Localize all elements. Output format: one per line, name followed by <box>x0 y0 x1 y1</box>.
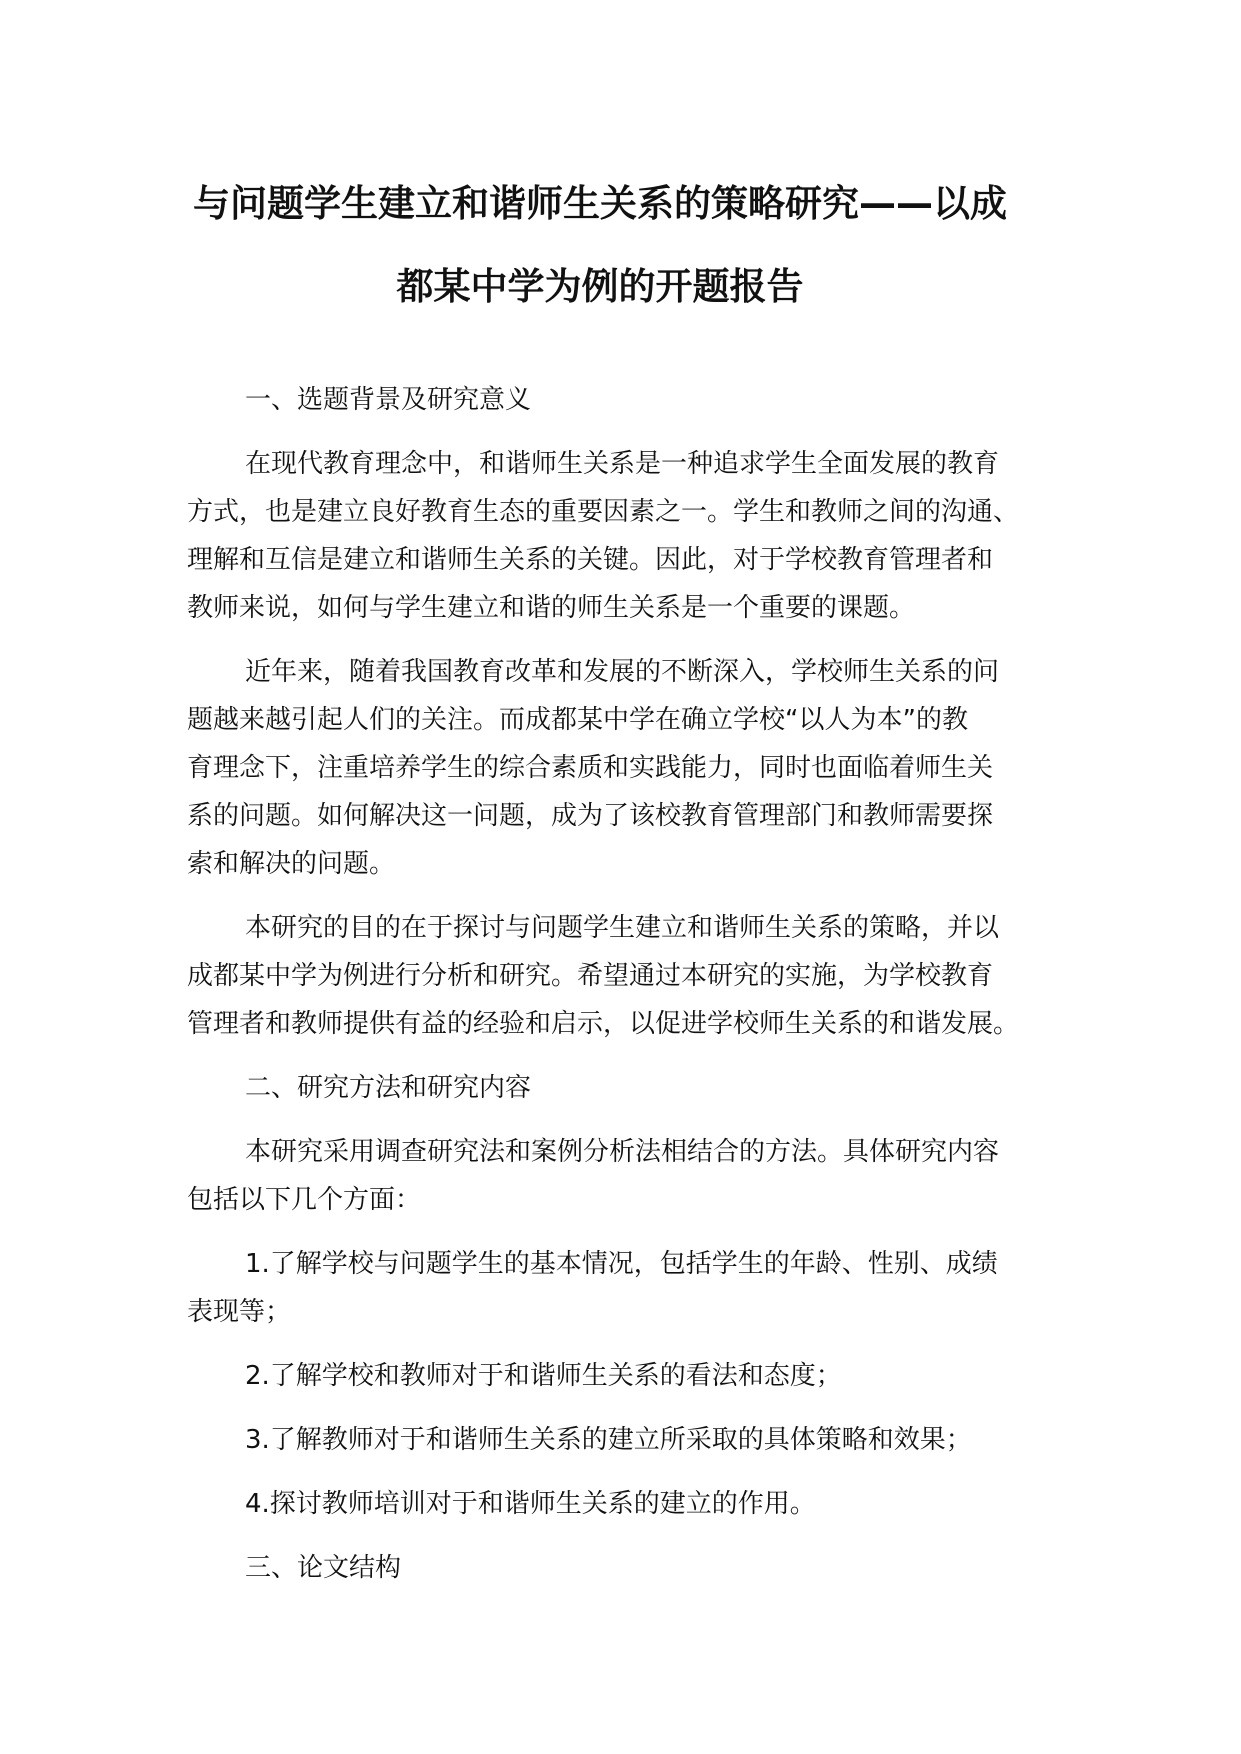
text-line: 本研究的目的在于探讨与问题学生建立和谐师生关系的策略，并以 <box>245 913 1000 943</box>
section-heading <box>187 376 1067 424</box>
text-line: 管理者和教师提供有益的经验和启示，以促进学校师生关系的和谐发展。 <box>187 1009 1020 1039</box>
text-line: 3.了解教师对于和谐师生关系的建立所采取的具体策略和效果； <box>245 1425 972 1455</box>
body-paragraph <box>187 440 1067 632</box>
text-line: 成都某中学为例进行分析和研究。希望通过本研究的实施，为学校教育 <box>187 961 994 991</box>
body-paragraph <box>187 1128 1067 1224</box>
section-heading <box>187 1064 1067 1112</box>
text-line: 2.了解学校和教师对于和谐师生关系的看法和态度； <box>245 1361 842 1391</box>
text-line: 1.了解学校与问题学生的基本情况，包括学生的年龄、性别、成绩 <box>245 1249 998 1279</box>
text-line: 索和解决的问题。 <box>187 849 396 879</box>
text-line: 方式，也是建立良好教育生态的重要因素之一。学生和教师之间的沟通、 <box>187 497 1020 527</box>
text-line: 近年来，随着我国教育改革和发展的不断深入，学校师生关系的问 <box>245 657 1000 687</box>
text-line: 理解和互信是建立和谐师生关系的关键。因此，对于学校教育管理者和 <box>187 545 994 575</box>
body-paragraph <box>187 648 1067 888</box>
document-title-line-2: 都某中学为例的开题报告 <box>396 265 804 308</box>
text-line: 三、论文结构 <box>245 1553 402 1583</box>
text-line: 包括以下几个方面： <box>187 1185 422 1215</box>
text-line: 本研究采用调查研究法和案例分析法相结合的方法。具体研究内容 <box>245 1137 1000 1167</box>
text-line: 4.探讨教师培训对于和谐师生关系的建立的作用。 <box>245 1489 816 1519</box>
document-title-line-1: 与问题学生建立和谐师生关系的策略研究——以成 <box>193 182 1007 225</box>
text-line: 育理念下，注重培养学生的综合素质和实践能力，同时也面临着师生关 <box>187 753 994 783</box>
text-line: 教师来说，如何与学生建立和谐的师生关系是一个重要的课题。 <box>187 593 916 623</box>
text-line: 二、研究方法和研究内容 <box>245 1073 532 1103</box>
section-heading <box>187 1544 1067 1592</box>
text-line: 表现等； <box>187 1297 292 1327</box>
text-line: 在现代教育理念中，和谐师生关系是一种追求学生全面发展的教育 <box>245 449 1000 479</box>
body-paragraph <box>187 904 1067 1048</box>
body-paragraph <box>187 1240 1067 1336</box>
body-paragraph <box>187 1416 1067 1464</box>
text-line: 一、选题背景及研究意义 <box>245 385 532 415</box>
body-paragraph <box>187 1480 1067 1528</box>
text-line: 题越来越引起人们的关注。而成都某中学在确立学校“以人为本”的教 <box>187 705 968 735</box>
body-paragraph <box>187 1352 1067 1400</box>
document-body <box>187 376 1067 1608</box>
text-line: 系的问题。如何解决这一问题，成为了该校教育管理部门和教师需要探 <box>187 801 994 831</box>
